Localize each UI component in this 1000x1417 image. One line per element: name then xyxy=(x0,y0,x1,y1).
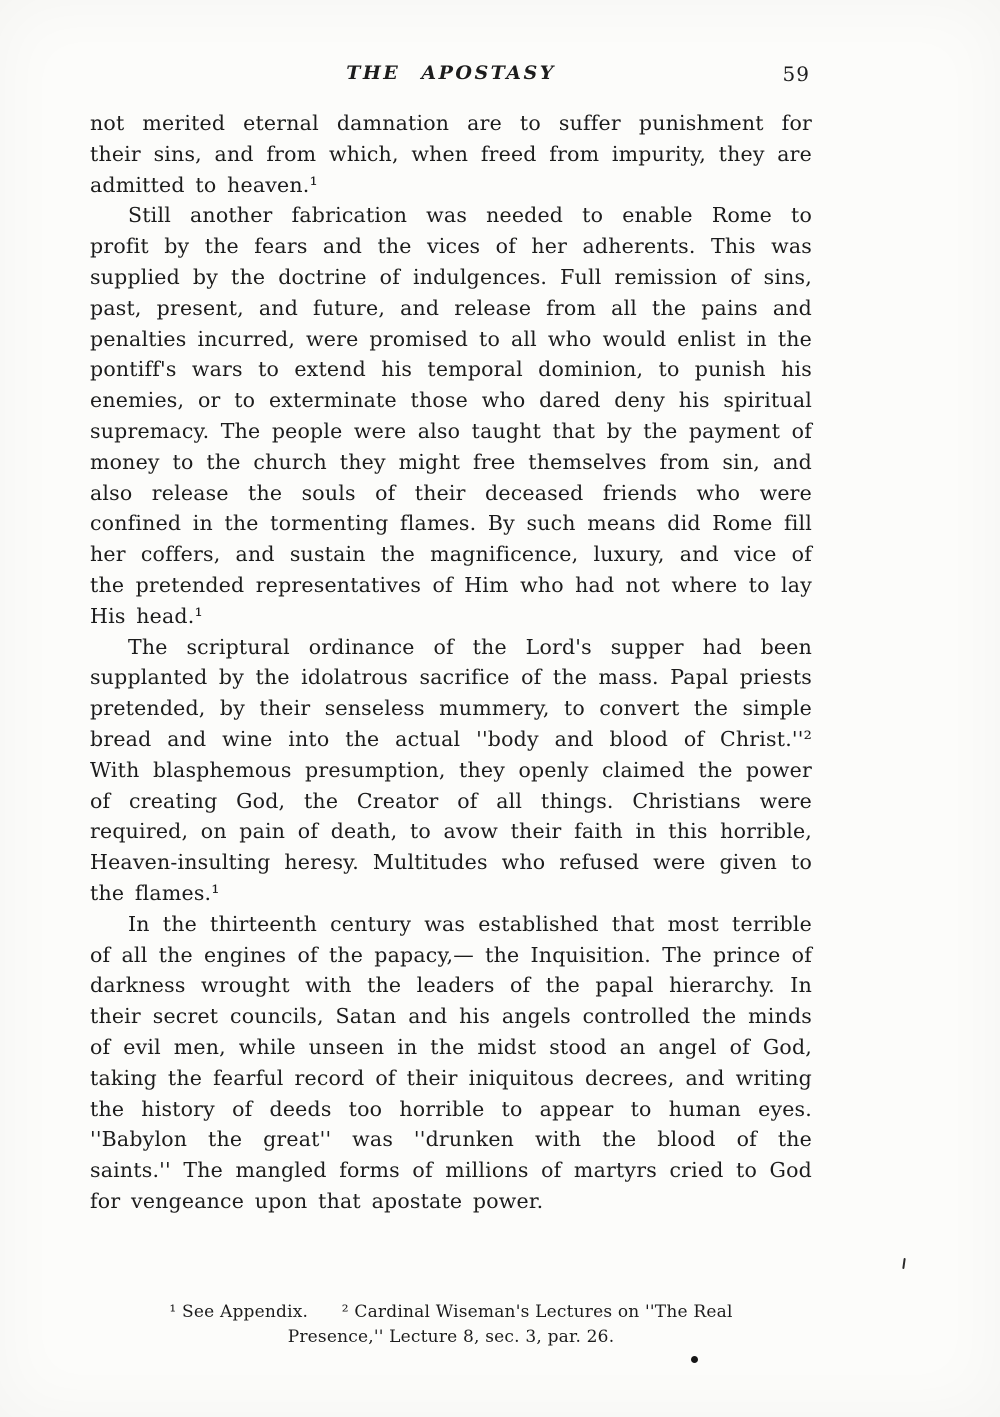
footnotes xyxy=(90,1300,812,1350)
paragraph-continuation: not merited eternal damnation are to suffer punishment for their sins, and from which, when freed from impurity, they are admitted to heaven.¹ xyxy=(90,111,812,197)
paragraph: Still another fabrication was needed to enable Rome to profit by the fears and the vices of her adherents. This was supplied by the doctrine of indulgences. Full remission of sins, past, present, and future, and release from all the pains and penalties incurred, were promised to all who would enlist in the pontiff's wars to extend his temporal dominion, to punish his enemies, or to exterminate those who dared deny his spiritual supremacy. The people were also taught that by the payment of money to the church they might free themselves from sin, and also release the souls of their deceased friends who were confined in the tormenting flames. By such means did Rome fill her coffers, and sustain the magnificence, luxury, and vice of the pretended representatives of Him who had not where to lay His head.¹ xyxy=(90,203,812,628)
paragraph: The scriptural ordinance of the Lord's supper had been supplanted by the idolatrous sacrifice of the mass. Papal priests pretended, by their senseless mummery, to convert the simple bread and wine into the actual ''body and blood of Christ.''² With blasphemous presumption, they openly claimed the power of creating God, the Creator of all things. Christians were required, on pain of death, to avow their faith in this horrible, Heaven-insulting heresy. Multitudes who refused were given to the flames.¹ xyxy=(90,634,812,905)
running-head xyxy=(90,62,812,88)
page-number: 59 xyxy=(782,62,810,86)
scan-artifact-dot xyxy=(691,1356,698,1363)
chapter-running-title: THE APOSTASY xyxy=(346,62,556,84)
footnote-line-2: Presence,'' Lecture 8, sec. 3, par. 26. xyxy=(287,1327,615,1347)
footnote-line-1: ¹ See Appendix. ² Cardinal Wiseman's Lectures on ''The Real xyxy=(169,1302,733,1322)
paragraph: In the thirteenth century was established that most terrible of all the engines of the papacy,— the Inquisition. The prince of darkness wrought with the leaders of the papal hierarchy. In their secret councils, Satan and his angels controlled the minds of evil men, while unseen in the midst stood an angel of God, taking the fearful record of their iniquitous decrees, and writing the history of deeds too horrible to appear to human eyes. ''Babylon the great'' was ''drunken with the blood of the saints.'' The mangled forms of millions of martyrs cried to God for vengeance upon that apostate power. xyxy=(90,911,812,1213)
page-body xyxy=(90,108,812,1217)
scan-artifact-mark xyxy=(902,1258,906,1269)
